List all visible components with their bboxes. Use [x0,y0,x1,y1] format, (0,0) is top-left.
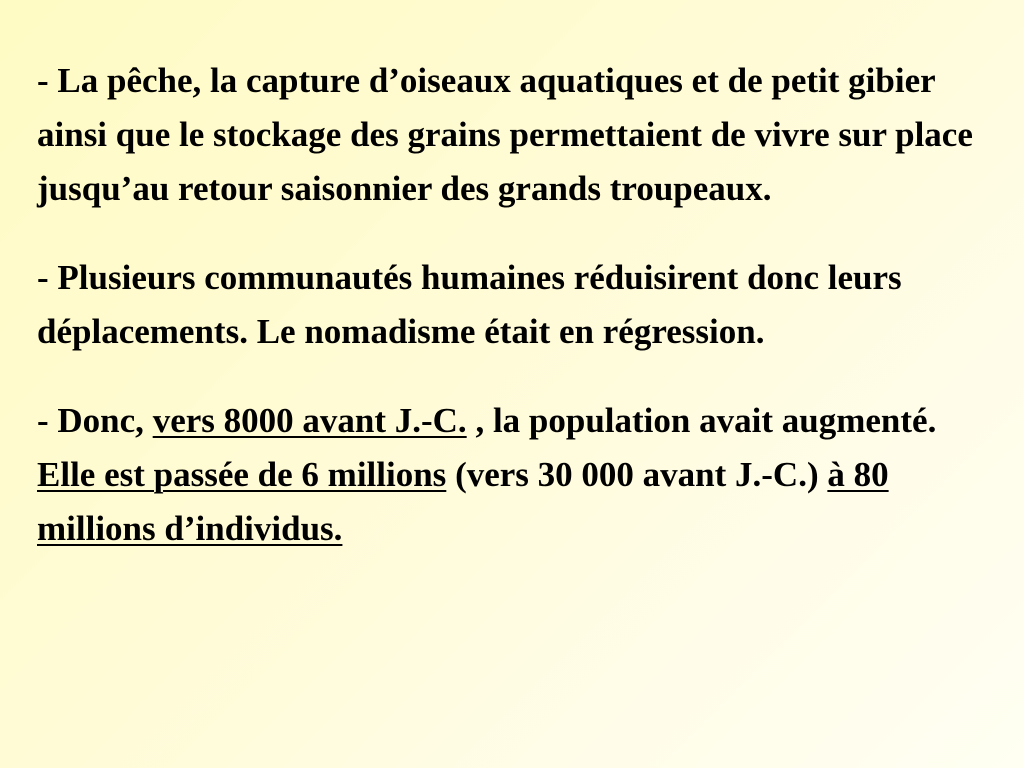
growth-underlined-text: Elle est passée de 6 millions [37,455,447,494]
population-lead-text: - Donc, [37,401,153,440]
population-middle-text: , la population avait augmenté. [466,401,937,440]
paragraph-fishing: - La pêche, la capture d’oiseaux aquatiques et de petit gibier ainsi que le stockage des grains permettaient de vivre sur place jusqu’au retour saisonnier des grands troupeaux. [37,61,973,208]
result-underlined-text: à 80 millions d’individus. [37,455,889,548]
paragraph-communities: - Plusieurs communautés humaines réduisirent donc leurs déplacements. Le nomadisme était en régression. [37,258,902,351]
paragraph-population [37,394,1000,556]
date-underlined-text: vers 8000 avant J.-C. [152,401,467,440]
parenthetical-text: (vers 30 000 avant J.-C.) [446,455,828,494]
